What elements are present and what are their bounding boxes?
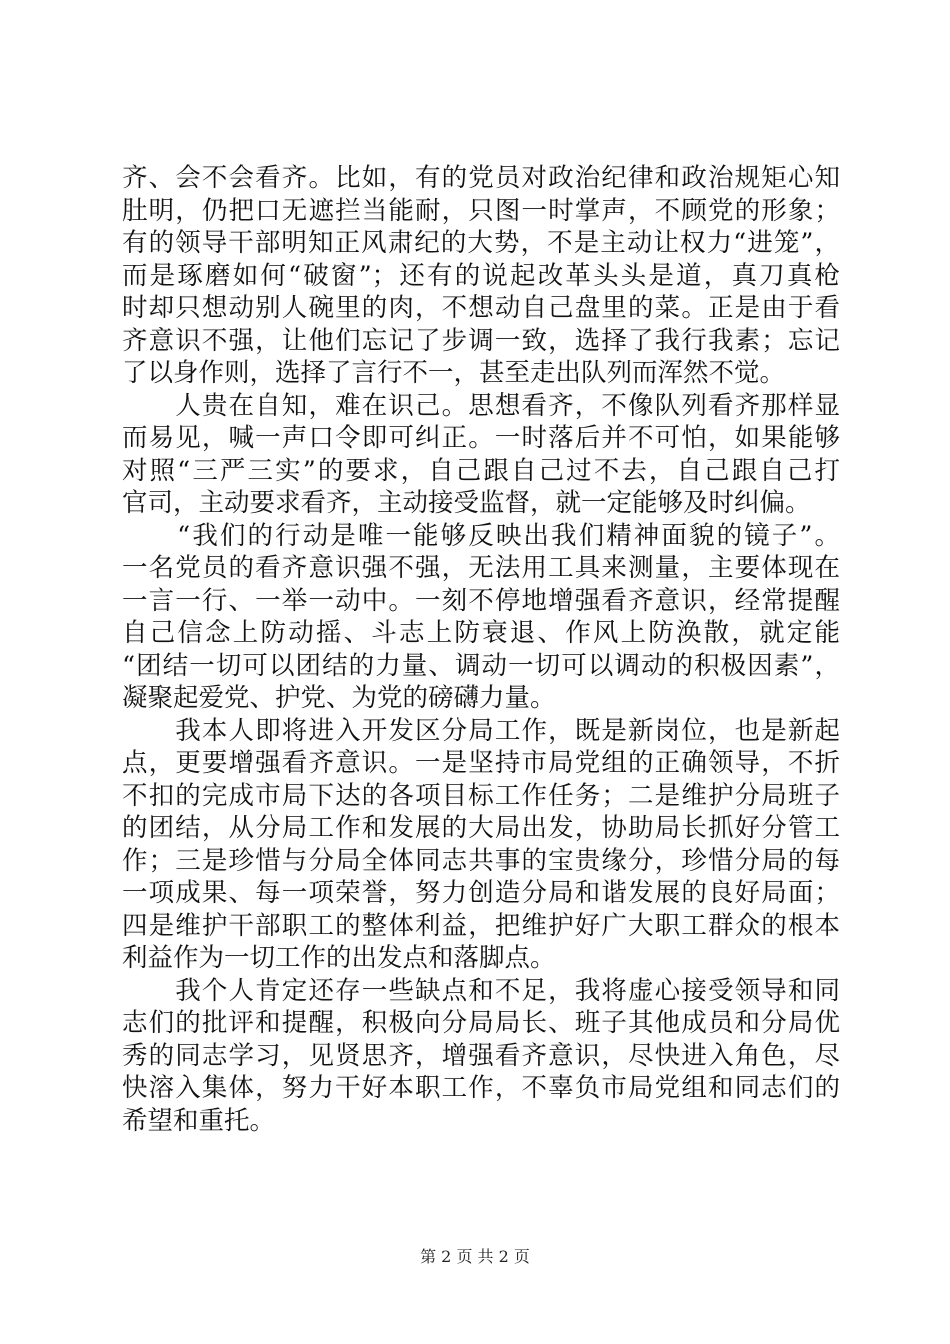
text-line: 官司，主动要求看齐，主动接受监督，就一定能够及时纠偏。 (122, 488, 811, 518)
text-line: 希望和重托。 (122, 1105, 276, 1136)
text-line: 对照“三严三实”的要求，自己跟自己过不去，自己跟自己打 (122, 455, 840, 486)
text-line: 而易见，喊一声口令即可纠正。一时落后并不可怕，如果能够 (122, 423, 840, 453)
text-line: 凝聚起爱党、护党、为党的磅礴力量。 (122, 683, 556, 713)
text-line: 时却只想动别人碗里的肉，不想动自己盘里的菜。正是由于看 (122, 293, 840, 323)
paragraph (122, 520, 840, 715)
paragraph (122, 390, 840, 520)
text-line: 一项成果、每一项荣誉，努力创造分局和谐发展的良好局面； (122, 878, 840, 908)
text-line: “团结一切可以团结的力量、调动一切可以调动的积极因素”， (122, 650, 840, 681)
text-line: 不扣的完成市局下达的各项目标工作任务；二是维护分局班子 (122, 780, 840, 811)
text-line: 一言一行、一举一动中。一刻不停地增强看齐意识，经常提醒 (122, 585, 840, 616)
text-line: 肚明，仍把口无遮拦当能耐，只图一时掌声，不顾党的形象； (122, 195, 840, 226)
text-line: 快溶入集体，努力干好本职工作，不辜负市局党组和同志们的 (122, 1073, 840, 1103)
text-line: 秀的同志学习，见贤思齐，增强看齐意识，尽快进入角色，尽 (122, 1040, 840, 1071)
text-line: 四是维护干部职工的整体利益，把维护好广大职工群众的根本 (122, 910, 840, 941)
page-footer: 第 2 页 共 2 页 (420, 1247, 530, 1266)
text-line: 有的领导干部明知正风肃纪的大势，不是主动让权力“进笼”， (122, 228, 840, 258)
paragraph (122, 162, 840, 390)
text-line: 点，更要增强看齐意识。一是坚持市局党组的正确领导，不折 (122, 748, 840, 778)
text-line: 利益作为一切工作的出发点和落脚点。 (122, 943, 556, 973)
text-line: 齐意识不强，让他们忘记了步调一致，选择了我行我素；忘记 (122, 325, 840, 356)
text-line: 自己信念上防动摇、斗志上防衰退、作风上防涣散，就定能 (122, 618, 840, 648)
paragraph (122, 715, 840, 975)
document-body (122, 162, 840, 1137)
text-line: 齐、会不会看齐。比如，有的党员对政治纪律和政治规矩心知 (122, 163, 840, 193)
text-line: 人贵在自知，难在识己。思想看齐，不像队列看齐那样显 (122, 390, 840, 421)
text-line: 作；三是珍惜与分局全体同志共事的宝贵缘分，珍惜分局的每 (122, 845, 840, 876)
text-line: 我个人肯定还存一些缺点和不足，我将虚心接受领导和同 (122, 975, 840, 1006)
text-line: 一名党员的看齐意识强不强，无法用工具来测量，主要体现在 (122, 553, 840, 583)
text-line: 志们的批评和提醒，积极向分局局长、班子其他成员和分局优 (122, 1008, 840, 1038)
text-line: 我本人即将进入开发区分局工作，既是新岗位，也是新起 (122, 715, 840, 746)
text-line: “我们的行动是唯一能够反映出我们精神面貌的镜子”。 (122, 520, 840, 551)
paragraph (122, 975, 840, 1138)
text-line: 的团结，从分局工作和发展的大局出发，协助局长抓好分管工 (122, 813, 840, 843)
text-line: 了以身作则，选择了言行不一，甚至走出队列而浑然不觉。 (122, 358, 786, 388)
text-line: 而是琢磨如何“破窗”；还有的说起改革头头是道，真刀真枪 (122, 260, 840, 291)
